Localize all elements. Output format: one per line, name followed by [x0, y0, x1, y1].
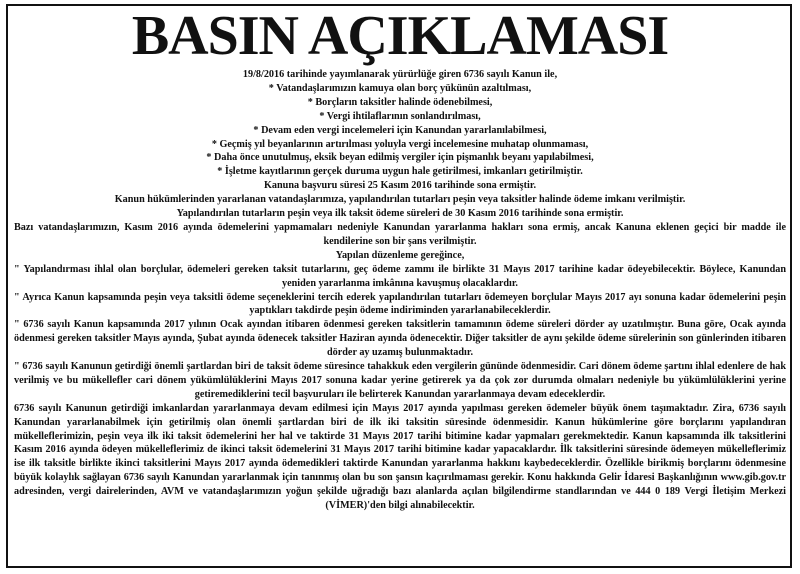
- quote-paragraph: " 6736 sayılı Kanun kapsamında 2017 yılının Ocak ayından itibaren ödenmesi gereken taksitlerin tamamının ödeme süreleri dörder ay uzatılmıştır. Buna göre, Ocak ayında ödenmesi gereken taksitler Mayıs ayında, Şubat ayında ödenecek taksitler Haziran ayında ödenecektir. Diğer taksitler de aynı şekilde ödeme sürelerinin son günlerinden itibaren dörder ay uzamış bulunmaktadır.: [14, 319, 786, 359]
- bullet-item: * Vergi ihtilaflarının sonlandırılması,: [319, 110, 481, 122]
- quote-paragraph: " Ayrıca Kanun kapsamında peşin veya taksitli ödeme seçeneklerini tercih ederek yapılandırılan tutarları ödemeyen borçlular Mayıs 2017 ayı sonuna kadar ödemelerini peşin yaptıkları takdirde peşin ödeme indiriminden yararlanabileceklerdir.: [14, 291, 786, 317]
- deadline-line: Kanuna başvuru süresi 25 Kasım 2016 tarihinde sona ermiştir.: [264, 180, 536, 192]
- paragraph: Kanun hükümlerinden yararlanan vatandaşlarımıza, yapılandırılan tutarları peşin veya taksitler halinde ödeme imkanı verilmiştir.: [114, 194, 686, 206]
- bullet-item: * Borçların taksitler halinde ödenebilmesi,: [307, 96, 493, 108]
- bullet-item: * İşletme kayıtlarının gerçek duruma uygun hale getirilmesi, imkanları getirilmiştir.: [217, 166, 583, 178]
- bullet-item: * Daha önce unutulmuş, eksik beyan edilmiş vergiler için pişmanlık beyanı yapılabilmesi,: [206, 152, 594, 164]
- bullet-item: * Geçmiş yıl beyanlarının artırılması yoluyla vergi incelemesine muhatap olunmaması,: [211, 138, 589, 150]
- quote-paragraph: " 6736 sayılı Kanunun getirdiği önemli şartlardan biri de taksit ödeme süresince tahakkuk eden vergilerin gününde ödenmesidir. Cari dönem ödeme şartını ihlal edenlere de hak verilmiş ve bu mükellefler cari dönem yükümlülüklerini Mayıs 2017 sonuna kadar yerine getirerek ya da çok zor durumda olmaları nedeniyle bu yükümlülüklerini yerine getiremediklerini tecil başvuruları ile belirterek Kanundan yararlanmaya devam edeceklerdir.: [14, 361, 786, 400]
- bullet-item: * Vatandaşlarımızın kamuya olan borç yükünün azaltılması,: [268, 82, 532, 94]
- page-title: BASIN AÇIKLAMASI: [131, 5, 669, 67]
- closing-paragraph: 6736 sayılı Kanunun getirdiği imkanlardan yararlanmaya devam edilmesi için Mayıs 2017 ayında yapılması gereken ödemeler büyük önem taşımaktadır. Zira, 6736 sayılı Kanundan yararlanabilmek için getirilmiş olan önemli şartlardan biri de ilk iki taksitin süresinde ödenmesidir. Kanun hükümlerine göre borçlarını yapılandıran mükelleflerimizin, peşin veya ilk iki taksit ödemelerini her hal ve taktirde 31 Mayıs 2017 tarihi bitimine kadar yapmaları gerekmektedir. Kanun kapsamında ilk taksitlerini Kasım 2016 ayında ödeyen mükelleflerimiz de ikinci taksit ödemelerini 31 Mayıs 2017 tarihi bitimine kadar yapacaklardır. İlk taksitlerini süresinde ödemeyen mükelleflerimiz ise ilk taksitle birlikte ikinci taksitlerini Mayıs 2017 ayında ödemedikleri taktirde Kanundan yararlanma hakkını kaybedeceklerdir. Özellikle birikmiş borçlarını ödenmesine büyük kolaylık sağlayan 6736 sayılı Kanundan yararlanmak için tanınmış olan bu son şansın kaçırılmaması gerekir. Konu hakkında Gelir İdaresi Başkanlığının www.gib.gov.tr adresinden, vergi dairelerinden, AVM ve vatandaşlarımızın yoğun şekilde uğradığı bazı alanlarda açılan bilgilendirme standlarından ve 444 0 189 Vergi İletişim Merkezi (VİMER)'den bilgi alınabilecektir.: [14, 402, 786, 512]
- bullet-item: * Devam eden vergi incelemeleri için Kanundan yararlanılabilmesi,: [253, 124, 547, 136]
- paragraph: Bazı vatandaşlarımızın, Kasım 2016 ayında ödemelerini yapmamaları nedeniyle Kanundan yararlanma hakları sona ermiş, ancak Kanuna eklenen geçici bir madde ile kendilerine son bir şans verilmiştir.: [14, 221, 786, 247]
- intro-line: 19/8/2016 tarihinde yayımlanarak yürürlüğe giren 6736 sayılı Kanun ile,: [242, 69, 558, 80]
- paragraph: Yapılandırılan tutarların peşin veya ilk taksit ödeme süreleri de 30 Kasım 2016 tarihinde sona ermiştir.: [176, 208, 624, 220]
- announcement-body: [14, 68, 786, 513]
- section-heading: Yapılan düzenleme gereğince,: [335, 249, 465, 261]
- quote-paragraph: " Yapılandırması ihlal olan borçlular, ödemeleri gereken taksit tutarlarını, geç ödeme zammı ile birlikte 31 Mayıs 2017 tarihine kadar ödeyebilecektir. Böylece, Kanundan yeniden yararlanma imkânına kavuşmuş olacaklardır.: [14, 263, 786, 289]
